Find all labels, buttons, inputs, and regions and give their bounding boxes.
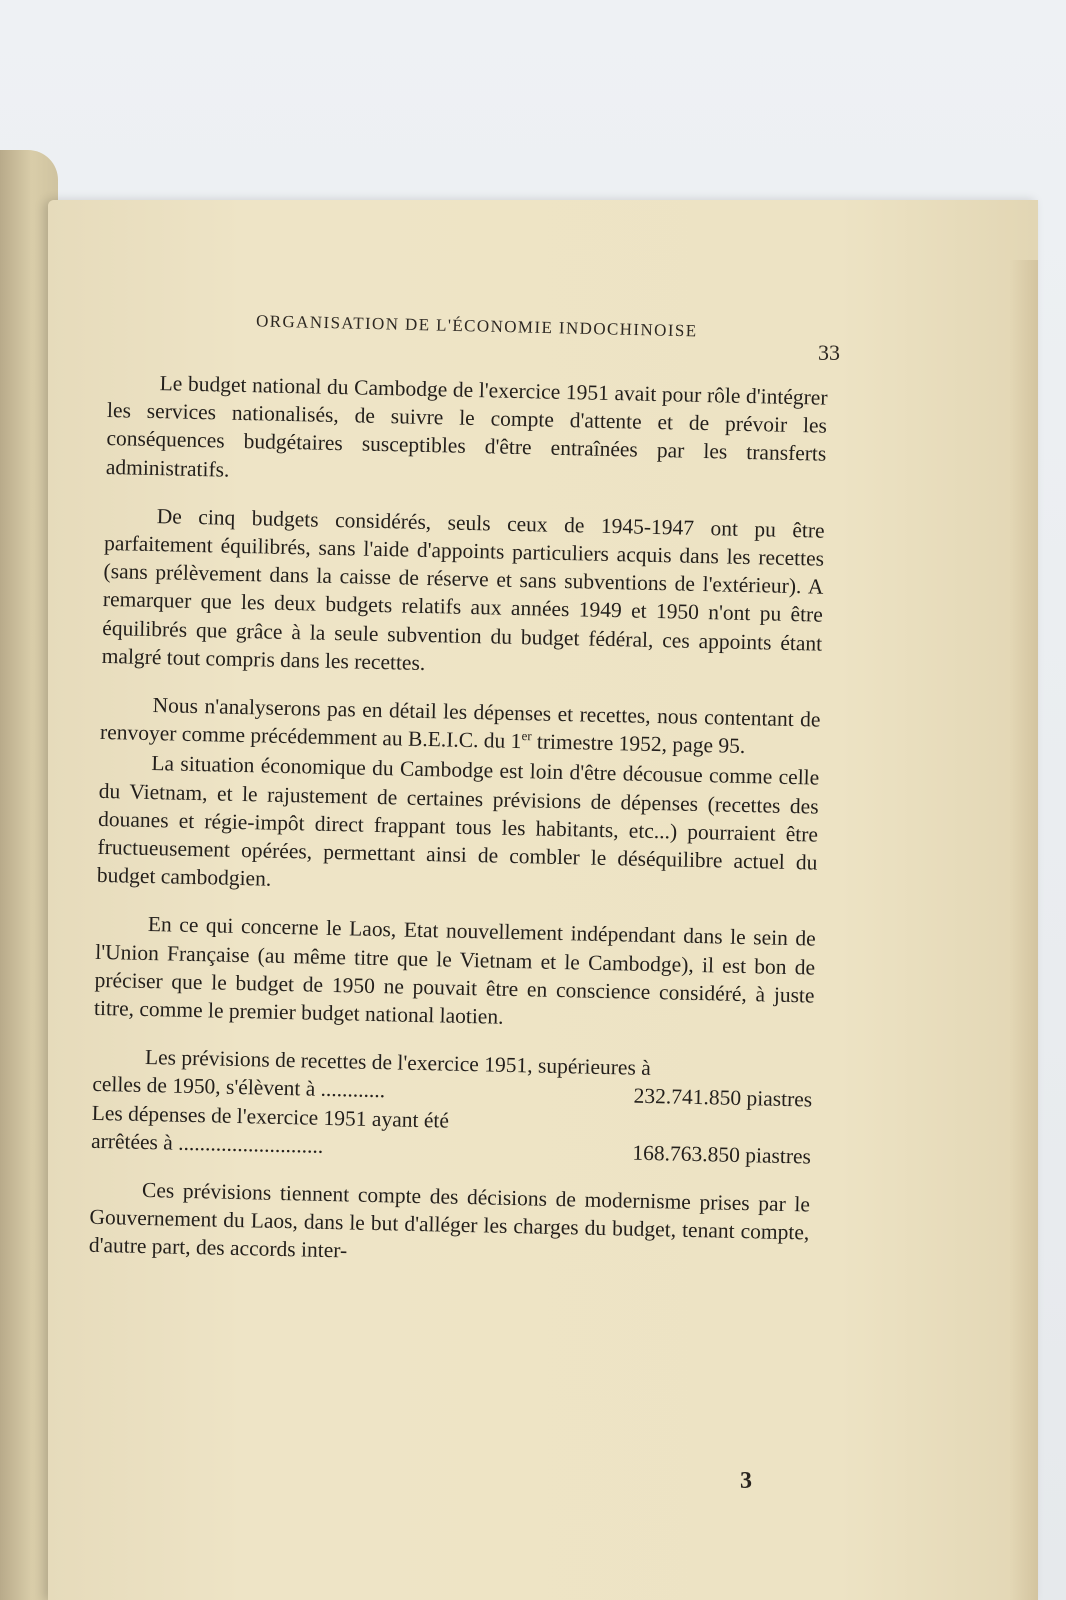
paragraph-4: La situation économique du Cambodge est loin d'être décousue comme celle du Vietnam, et le rajustement de certaines prévisions de dépenses (recettes des douanes et régie-impôt direct frappant tous les habitants, etc...) pourraient être fructueusement opérées, permettant ainsi de combler le déséquilibre actuel du budget cambodgien. [96, 751, 820, 891]
ordinal-superscript: er [521, 728, 532, 744]
paragraph-1: Le budget national du Cambodge de l'exercice 1951 avait pour rôle d'intégrer les services nationalisés, de suivre le compte d'attente et de prévoir les conséquences budgétaires susceptibles d'être entraînées par les transferts administratifs. [105, 371, 828, 482]
expense-label-line: Les dépenses de l'exercice 1951 ayant été [91, 1100, 450, 1133]
page-edge [1010, 260, 1038, 1600]
paragraph-3-text: Nous n'analyserons pas en détail les dépenses et recettes, nous contentant de renvoyer comme précédemment au B.E.I.C. du 1 [99, 693, 821, 754]
revenue-label: celles de 1950, s'élèvent à ............ [92, 1072, 386, 1103]
expense-label: arrêtées à ........................... [90, 1128, 324, 1158]
page-number: 33 [818, 340, 840, 365]
revenue-value: 232.741.850 piastres [633, 1084, 813, 1113]
figures-intro: Les prévisions de recettes de l'exercice 1951, supérieures à [144, 1045, 652, 1081]
paragraph-7: Ces prévisions tiennent compte des décisions de modernisme prises par le Gouvernement du Laos, dans le but d'alléger les charges du budget, tenant compte, d'autre part, des accords inter- [88, 1178, 811, 1263]
paragraph-5: En ce qui concerne le Laos, Etat nouvellement indépendant dans le sein de l'Union Française (au même titre que le Vietnam et le Cambodge), il est bon de préciser que le budget de 1950 ne pouvait être en conscience considéré, à juste titre, comme le premier budget national laotien. [93, 912, 816, 1029]
book-page [48, 200, 1038, 1600]
expense-value: 168.763.850 piastres [632, 1140, 812, 1169]
signature-mark: 3 [740, 1468, 752, 1494]
budget-figures [91, 1042, 813, 1170]
paragraph-3-text-end: trimestre 1952, page 95. [531, 729, 746, 759]
body-text [88, 368, 828, 1295]
paragraph-2: De cinq budgets considérés, seuls ceux de 1945-1947 ont pu être parfaitement équilibrés, sans l'aide d'appoints particuliers acquis dans les recettes (sans prélèvement dans la caisse de réserve et sans subventions de l'extérieur). A remarquer que les deux budgets relatifs aux années 1949 et 1950 n'ont pu être équilibrés que grâce à la seule subvention du budget fédéral, ces appoints étant malgré tout compris dans les recettes. [101, 503, 825, 675]
running-head: ORGANISATION DE L'ÉCONOMIE INDOCHINOISE [255, 311, 698, 341]
